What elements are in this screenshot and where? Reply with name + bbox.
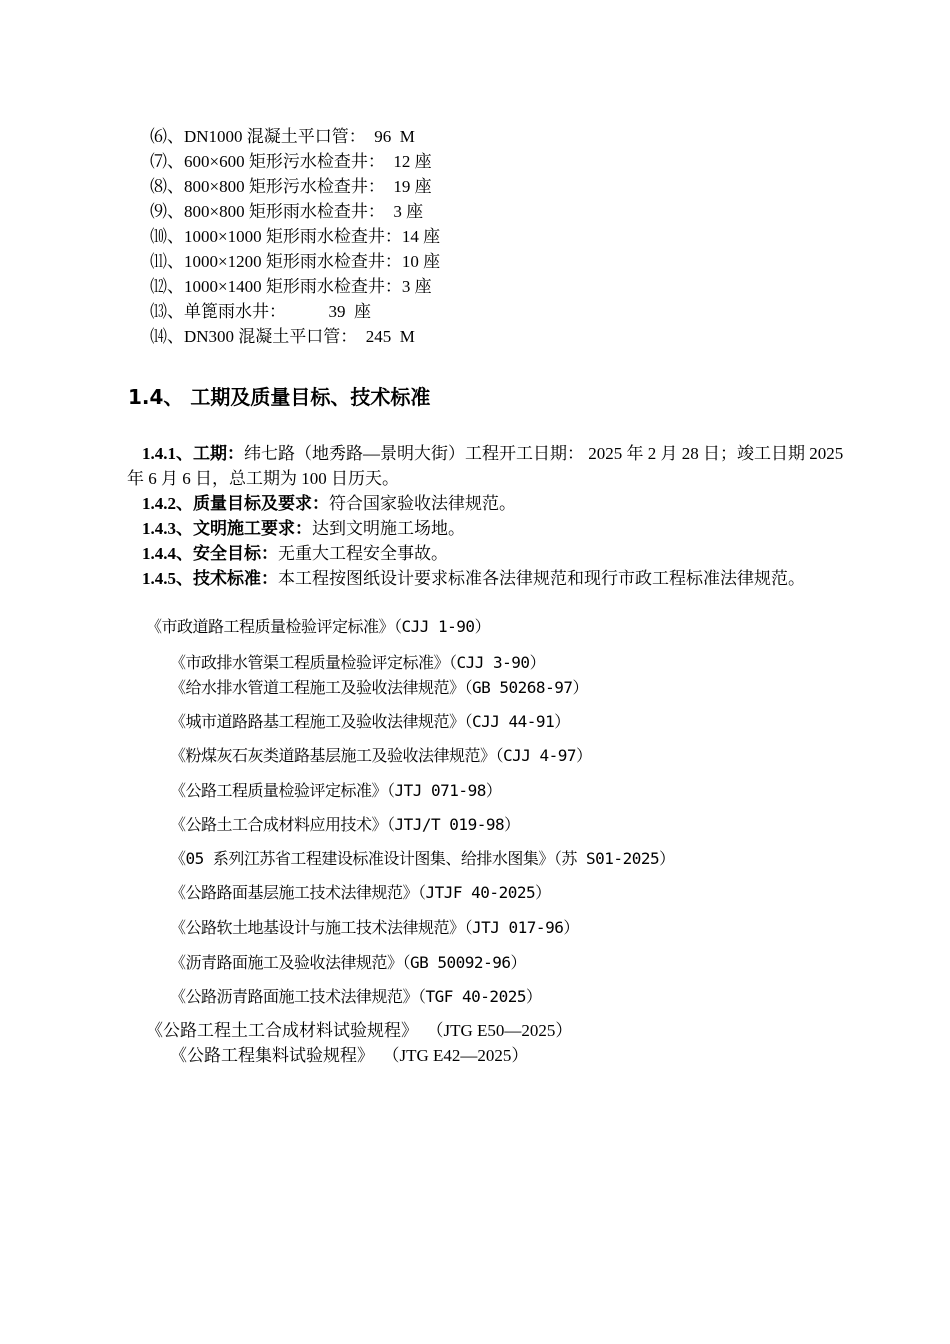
- list-item: ⑺、600×600 矩形污水检查井： 12 座: [150, 152, 432, 171]
- paragraph-label: 1.4.4、安全目标：: [142, 544, 278, 563]
- list-item: ⑼、800×800 矩形雨水检查井： 3 座: [150, 202, 424, 221]
- list-item: ⑿、1000×1400 矩形雨水检查井：3 座: [150, 277, 432, 296]
- paragraph-civilized: [127, 516, 852, 541]
- paragraph-tech-standard: [127, 566, 852, 591]
- standard-item: 《05 系列江苏省工程建设标准设计图集、给排水图集》（苏 S01-2025）: [170, 849, 675, 868]
- standard-item: 《公路路面基层施工技术法律规范》（JTJF 40-2025）: [170, 883, 551, 902]
- list-item: ⑻、800×800 矩形污水检查井： 19 座: [150, 177, 432, 196]
- standard-item: 《市政道路工程质量检验评定标准》（CJJ 1-90）: [146, 617, 491, 636]
- list-item: ⒁、DN300 混凝土平口管： 245 M: [150, 327, 415, 346]
- paragraph-safety: [127, 541, 852, 566]
- list-item: ⒀、单篦雨水井： 39 座: [150, 302, 371, 321]
- paragraph-text: 纬七路（地秀路—景明大街）工程开工日期： 2025 年 2 月 28 日；竣工日期 2025 年 6 月 6 日，总工期为 100 日历天。: [127, 444, 844, 488]
- standard-item: 《公路工程集料试验规程》 （JTG E42—2025）: [170, 1046, 529, 1065]
- standard-item: 《公路软土地基设计与施工技术法律规范》（JTJ 017-96）: [170, 918, 579, 937]
- paragraph-label: 1.4.3、文明施工要求：: [142, 519, 312, 538]
- standard-item: 《公路工程土工合成材料试验规程》 （JTG E50—2025）: [146, 1021, 573, 1040]
- standard-item: 《市政排水管渠工程质量检验评定标准》（CJJ 3-90）: [170, 653, 546, 672]
- paragraph-label: 1.4.2、质量目标及要求：: [142, 494, 329, 513]
- list-item: ⑹、DN1000 混凝土平口管： 96 M: [150, 127, 415, 146]
- paragraph-label: 1.4.5、技术标准：: [142, 569, 278, 588]
- standard-item: 《公路土工合成材料应用技术》（JTJ/T 019-98）: [170, 815, 520, 834]
- standard-item: 《沥青路面施工及验收法律规范》（GB 50092-96）: [170, 953, 526, 972]
- standard-item: 《粉煤灰石灰类道路基层施工及验收法律规范》（CJJ 4-97）: [170, 746, 592, 765]
- list-item: ⑾、1000×1200 矩形雨水检查井：10 座: [150, 252, 441, 271]
- section-heading: 1.4、 工期及质量目标、技术标准: [128, 385, 431, 409]
- standard-item: 《公路沥青路面施工技术法律规范》（TGF 40-2025）: [170, 987, 542, 1006]
- paragraph-text: 无重大工程安全事故。: [278, 544, 448, 563]
- paragraph-text: 符合国家验收法律规范。: [329, 494, 516, 513]
- standard-item: 《城市道路路基工程施工及验收法律规范》（CJJ 44-91）: [170, 712, 570, 731]
- paragraph-schedule: [127, 441, 852, 491]
- list-item: ⑽、1000×1000 矩形雨水检查井：14 座: [150, 227, 441, 246]
- standard-item: 《给水排水管道工程施工及验收法律规范》（GB 50268-97）: [170, 678, 588, 697]
- standard-item: 《公路工程质量检验评定标准》（JTJ 071-98）: [170, 781, 502, 800]
- paragraph-text: 达到文明施工场地。: [312, 519, 465, 538]
- paragraph-label: 1.4.1、工期：: [142, 444, 244, 463]
- paragraph-text: 本工程按图纸设计要求标准各法律规范和现行市政工程标准法律规范。: [278, 569, 805, 588]
- paragraph-quality: [127, 491, 852, 516]
